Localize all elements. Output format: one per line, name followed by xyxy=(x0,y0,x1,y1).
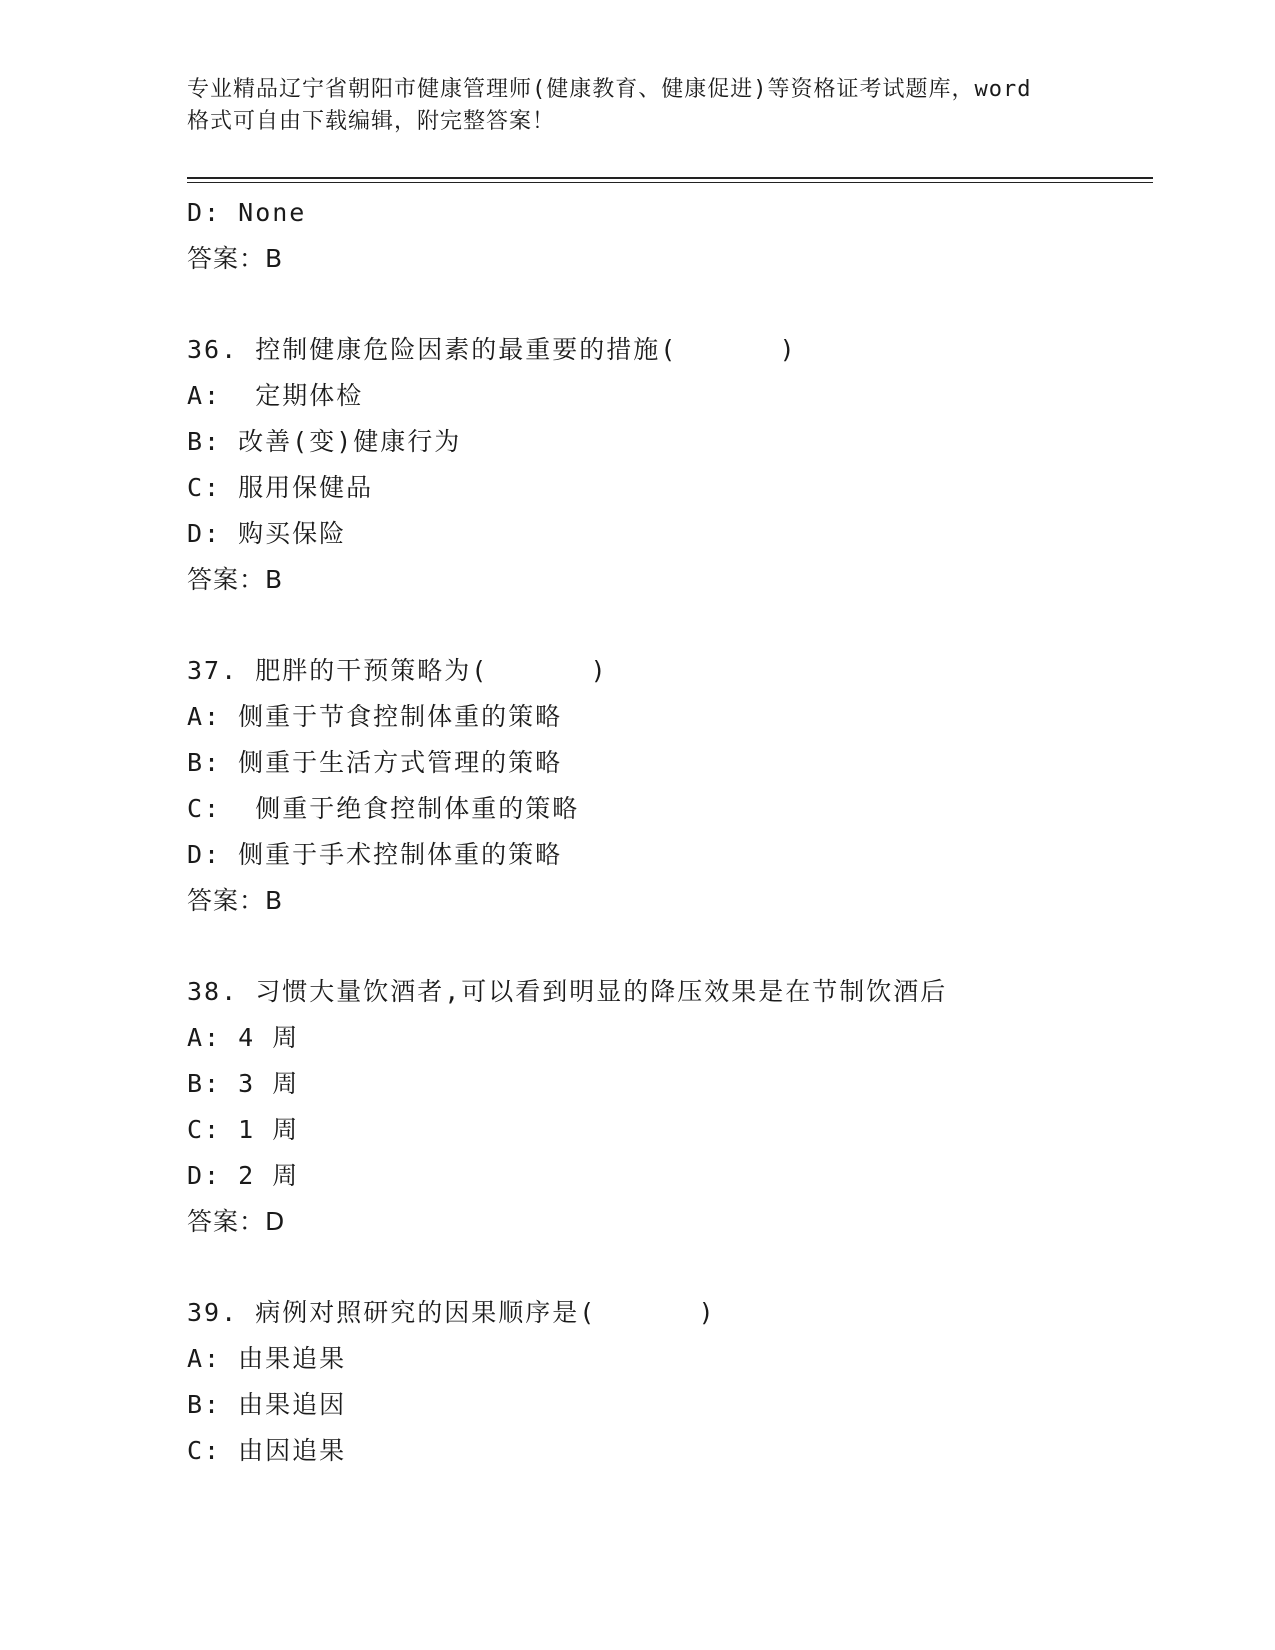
option-b: B: 改善(变)健康行为 xyxy=(187,427,462,456)
option-d: D: 购买保险 xyxy=(187,519,347,548)
option-c: C: 侧重于绝食控制体重的策略 xyxy=(187,794,580,823)
option-c: C: 1 周 xyxy=(187,1115,300,1144)
header-divider-thick xyxy=(187,177,1153,179)
document-header xyxy=(187,74,1087,138)
option-a: A: 4 周 xyxy=(187,1023,300,1052)
option-b: B: 由果追因 xyxy=(187,1390,347,1419)
prev-option-d: D: None xyxy=(187,198,307,227)
header-divider-thin xyxy=(187,182,1153,183)
question-39 xyxy=(187,1290,1147,1474)
option-d: D: 2 周 xyxy=(187,1161,300,1190)
question-stem: 37. 肥胖的干预策略为( ) xyxy=(187,656,608,685)
question-37 xyxy=(187,648,1147,924)
question-36 xyxy=(187,327,1147,603)
question-stem: 36. 控制健康危险因素的最重要的措施( ) xyxy=(187,335,797,364)
option-a: A: 由果追果 xyxy=(187,1344,347,1373)
answer: 答案：B xyxy=(187,886,284,915)
answer: 答案：B xyxy=(187,565,284,594)
option-c: C: 由因追果 xyxy=(187,1436,347,1465)
option-b: B: 侧重于生活方式管理的策略 xyxy=(187,748,563,777)
option-a: A: 定期体检 xyxy=(187,381,364,410)
header-line-1: 专业精品辽宁省朝阳市健康管理师(健康教育、健康促进)等资格证考试题库，word xyxy=(187,77,1032,102)
option-c: C: 服用保健品 xyxy=(187,473,374,502)
option-d: D: 侧重于手术控制体重的策略 xyxy=(187,840,563,869)
prev-answer: 答案：B xyxy=(187,244,284,273)
option-a: A: 侧重于节食控制体重的策略 xyxy=(187,702,563,731)
question-stem: 38. 习惯大量饮酒者,可以看到明显的降压效果是在节制饮酒后 xyxy=(187,977,948,1006)
question-38 xyxy=(187,969,1147,1245)
option-b: B: 3 周 xyxy=(187,1069,300,1098)
question-list xyxy=(187,190,1147,1474)
question-stem: 39. 病例对照研究的因果顺序是( ) xyxy=(187,1298,716,1327)
header-line-2: 格式可自由下载编辑，附完整答案！ xyxy=(187,109,556,134)
answer: 答案：D xyxy=(187,1207,286,1236)
